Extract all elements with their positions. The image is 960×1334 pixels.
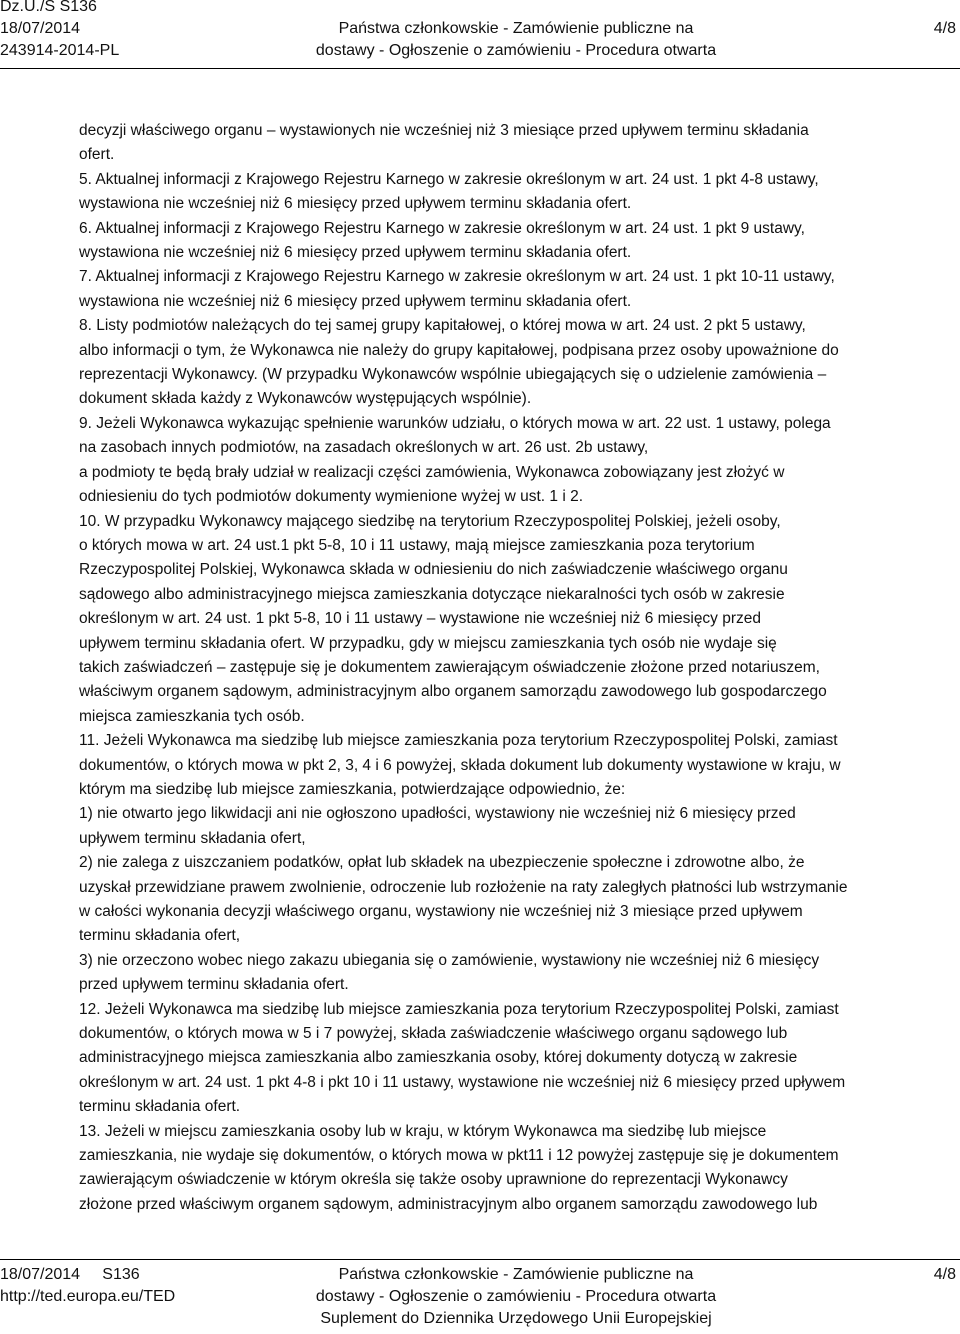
journal-reference: Dz.U./S S136 [0,0,97,15]
paragraph: decyzji właściwego organu – wystawionych nie wcześniej niż 3 miesiące przed upływem terminu składania ofert. [79,122,809,164]
paragraph: 8. Listy podmiotów należących do tej samej grupy kapitałowej, o której mowa w art. 24 ust. 2 pkt 5 ustawy, albo informacji o tym, że Wykonawca nie należy do grupy kapitałowej, podpisana przez osoby upoważnione do reprezentacji Wykonawcy. (W przypadku Wykonawców wspólnie ubiegających się o udzielenie zamówienia – dokument składa każdy z Wykonawców występujących wspólnie). [79,317,839,408]
notice-id: 243914-2014-PL [0,42,120,59]
paragraph: 1) nie otwarto jego likwidacji ani nie ogłoszono upadłości, wystawiony nie wcześniej niż 6 miesięcy przed upływem terminu składania ofert, [79,805,796,847]
footer-title-line3: Suplement do Dziennika Urzędowego Unii Europejskiej [320,1310,712,1327]
footer-date-line: 18/07/2014 S136 [0,1266,140,1283]
paragraph: 9. Jeżeli Wykonawca wykazując spełnienie warunków udziału, o których mowa w art. 22 ust. 1 ustawy, polega na zasobach innych podmiotów, na zasadach określonych w art. 26 ust. 2b ustawy, a podmioty te będą brały udział w realizacji części zamówienia, Wykonawca zobowiązany jest złożyć w odniesieniu do tych podmiotów dokumenty wymienione wyżej w ust. 1 i 2. [79,414,831,506]
paragraph: 7. Aktualnej informacji z Krajowego Rejestru Karnego w zakresie określonym w art. 24 ust. 1 pkt 10-11 ustawy, wystawiona nie wcześniej niż 6 miesięcy przed upływem terminu składania ofert. [79,268,835,310]
header-title [276,18,756,62]
footer-page-number: 4/8 [933,1266,956,1283]
header-divider [0,68,960,69]
paragraph: 12. Jeżeli Wykonawca ma siedzibę lub miejsce zamieszkania poza terytorium Rzeczypospolitej Polski, zamiast dokumentów, o których mowa w 5 i 7 powyżej, składa zaświadczenie właściwego organu sądowego lub administracyjnego miejsca zamieszkania albo zamieszkania osoby, której dokumenty dotyczą w zakresie określonym w art. 24 ust. 1 pkt 4-8 i pkt 10 i 11 ustawy, wystawione nie wcześniej niż 6 miesięcy przed upływem terminu składania ofert. [79,1000,846,1116]
document-body [79,119,947,1217]
header-left [0,0,119,62]
footer-url: http://ted.europa.eu/TED [0,1288,176,1305]
footer-left [0,1264,175,1308]
paragraph: 2) nie zalega z uiszczaniem podatków, opłat lub składek na ubezpieczenie społeczne i zdrowotne albo, że uzyskał przewidziane prawem zwolnienie, odroczenie lub rozłożenie na raty zaległych płatności lub wstrzymanie w całości wykonania decyzji właściwego organu, wystawiony nie wcześniej niż 3 miesiące przed upływem terminu składania ofert, [79,854,848,945]
header-title-line2: dostawy - Ogłoszenie o zamówieniu - Procedura otwarta [315,42,717,59]
footer-title-line2: dostawy - Ogłoszenie o zamówieniu - Procedura otwarta [315,1288,717,1305]
header-date: 18/07/2014 [0,20,81,37]
paragraph: 13. Jeżeli w miejscu zamieszkania osoby lub w kraju, w którym Wykonawca ma siedzibę lub miejsce zamieszkania, nie wydaje się dokumentów, o których mowa w pkt11 i 12 powyżej zastępuje się je dokumentem zawierającym oświadczenie w którym określa się także osoby uprawnione do reprezentacji Wykonawcy złożone przed właściwym organem sądowym, administracyjnym albo organem samorządu zawodowego lub [79,1122,839,1213]
paragraph: 5. Aktualnej informacji z Krajowego Rejestru Karnego w zakresie określonym w art. 24 ust. 1 pkt 4-8 ustawy, wystawiona nie wcześniej niż 6 miesięcy przed upływem terminu składania ofert. [79,170,819,213]
footer-title [276,1264,756,1330]
header-page-number: 4/8 [933,20,956,37]
paragraph: 6. Aktualnej informacji z Krajowego Rejestru Karnego w zakresie określonym w art. 24 ust. 1 pkt 9 ustawy, wystawiona nie wcześniej niż 6 miesięcy przed upływem terminu składania ofert. [79,219,805,262]
header-title-line1: Państwa członkowskie - Zamówienie publiczne na [338,20,694,37]
footer-divider [0,1259,960,1260]
paragraph: 11. Jeżeli Wykonawca ma siedzibę lub miejsce zamieszkania poza terytorium Rzeczypospolitej Polski, zamiast dokumentów, o których mowa w pkt 2, 3, 4 i 6 powyżej, składa dokument lub dokumenty wystawione w kraju, w którym ma siedzibę lub miejsce zamieszkania, potwierdzające odpowiednio, że: [79,732,841,798]
paragraph: 3) nie orzeczono wobec niego zakazu ubiegania się o zamówienie, wystawiony nie wcześniej niż 6 miesięcy przed upływem terminu składania ofert. [79,951,820,994]
footer-title-line1: Państwa członkowskie - Zamówienie publiczne na [338,1266,694,1283]
paragraph: 10. W przypadku Wykonawcy mającego siedzibę na terytorium Rzeczypospolitej Polskiej, jeżeli osoby, o których mowa w art. 24 ust.1 pkt 5-8, 10 i 11 ustawy, mają miejsce zamieszkania poza terytorium Rzeczypospolitej Polskiej, Wykonawca składa w odniesieniu do nich zaświadczenie właściwego organu sądowego albo administracyjnego miejsca zamieszkania dotyczące niekaralności tych osób w zakresie określonym w art. 24 ust. 1 pkt 5-8, 10 i 11 ustawy – wystawione nie wcześniej niż 6 miesięcy przed upływem terminu składania ofert. W przypadku, gdy w miejscu zamieszkania tych osób nie wydaje się takich zaświadczeń – zastępuje się je dokumentem zawierającym oświadczenie złożone przed notariuszem, właściwym organem sądowym, administracyjnym albo organem samorządu zawodowego lub gospodarczego miejsca zamieszkania tych osób. [79,512,827,725]
